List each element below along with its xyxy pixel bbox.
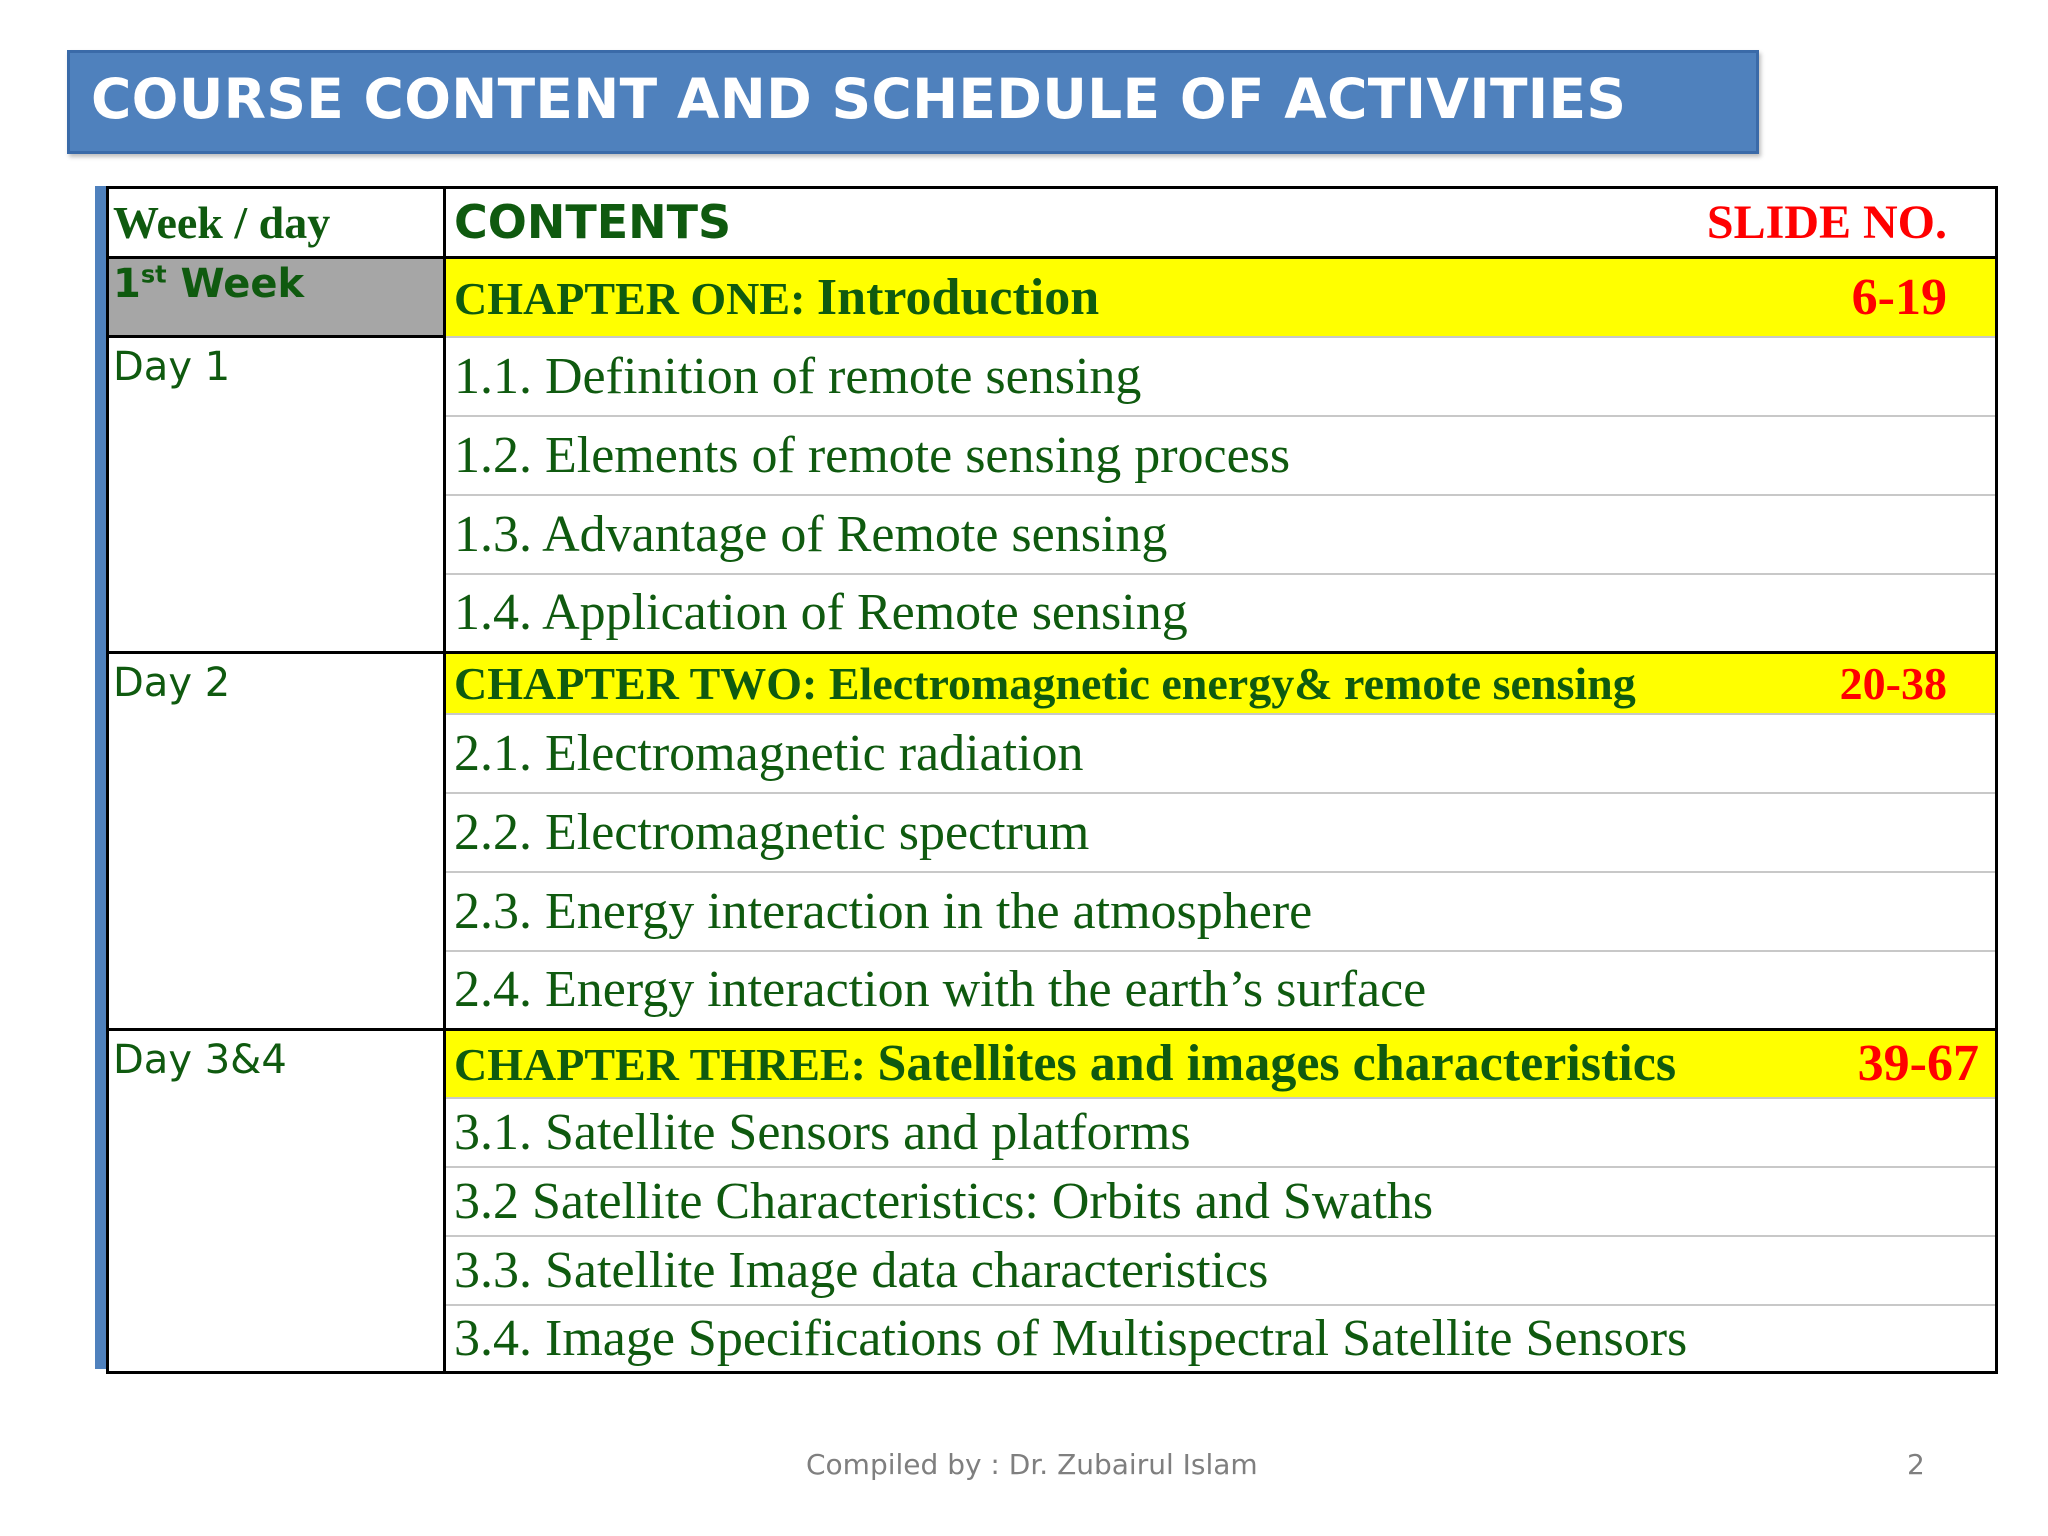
topic-3-4: 3.4. Image Specifications of Multispectral Satellite Sensors bbox=[445, 1305, 1997, 1373]
chapter-two-title bbox=[454, 657, 1636, 710]
day-3-4-label: Day 3&4 bbox=[108, 1030, 445, 1373]
chapter-one-prefix: CHAPTER ONE: bbox=[454, 272, 817, 324]
topic-1-4: 1.4. Application of Remote sensing bbox=[445, 574, 1997, 653]
week-ordinal: st bbox=[140, 260, 167, 289]
header-contents-cell bbox=[445, 188, 1997, 258]
topic-3-1: 3.1. Satellite Sensors and platforms bbox=[445, 1098, 1997, 1167]
chapter-two-cell bbox=[445, 653, 1997, 714]
table-accent-bar bbox=[95, 186, 106, 1369]
chapter-row bbox=[108, 653, 1997, 714]
title-banner bbox=[67, 50, 1759, 154]
topic-3-2: 3.2 Satellite Characteristics: Orbits and Swaths bbox=[445, 1167, 1997, 1236]
topic-2-1: 2.1. Electromagnetic radiation bbox=[445, 714, 1997, 793]
table-header-row bbox=[108, 188, 1997, 258]
topic-1-3: 1.3. Advantage of Remote sensing bbox=[445, 495, 1997, 574]
chapter-three-name: Satellites and images characteristics bbox=[877, 1035, 1677, 1093]
schedule-table-container bbox=[95, 186, 1998, 1369]
slide-title: COURSE CONTENT AND SCHEDULE OF ACTIVITIES bbox=[91, 67, 1627, 131]
footer-compiled-by: Compiled by : Dr. Zubairul Islam bbox=[806, 1448, 1258, 1481]
topic-1-2: 1.2. Elements of remote sensing process bbox=[445, 416, 1997, 495]
chapter-three-title bbox=[454, 1034, 1676, 1093]
chapter-two-name: Electromagnetic energy& remote sensing bbox=[828, 657, 1636, 709]
chapter-three-cell bbox=[445, 1030, 1997, 1098]
topic-2-4: 2.4. Energy interaction with the earth’s surface bbox=[445, 951, 1997, 1030]
week-word: Week bbox=[166, 261, 305, 307]
chapter-one-cell bbox=[445, 258, 1997, 337]
header-contents: CONTENTS bbox=[454, 195, 732, 249]
topic-2-3: 2.3. Energy interaction in the atmosphere bbox=[445, 872, 1997, 951]
chapter-row bbox=[108, 1030, 1997, 1098]
chapter-three-slides: 39-67 bbox=[1857, 1035, 1979, 1093]
chapter-one-slides: 6-19 bbox=[1851, 268, 1947, 326]
topic-row bbox=[108, 337, 1997, 416]
chapter-one-name: Introduction bbox=[816, 268, 1100, 326]
week-number: 1 bbox=[113, 261, 141, 307]
chapter-three-prefix: CHAPTER THREE: bbox=[454, 1039, 878, 1091]
schedule-table bbox=[106, 186, 1998, 1374]
day-2-label: Day 2 bbox=[108, 653, 445, 1030]
chapter-row bbox=[108, 258, 1997, 337]
topic-1-1: 1.1. Definition of remote sensing bbox=[445, 337, 1997, 416]
header-week-day: Week / day bbox=[108, 188, 445, 258]
day-1-label: Day 1 bbox=[108, 337, 445, 653]
chapter-two-prefix: CHAPTER TWO: bbox=[454, 657, 829, 709]
topic-3-3: 3.3. Satellite Image data characteristics bbox=[445, 1236, 1997, 1305]
chapter-two-slides: 20-38 bbox=[1839, 657, 1947, 709]
topic-2-2: 2.2. Electromagnetic spectrum bbox=[445, 793, 1997, 872]
chapter-one-title bbox=[454, 268, 1099, 327]
header-slide-no: SLIDE NO. bbox=[1706, 196, 1947, 249]
page-number: 2 bbox=[1907, 1448, 1925, 1481]
week-label bbox=[108, 258, 445, 337]
